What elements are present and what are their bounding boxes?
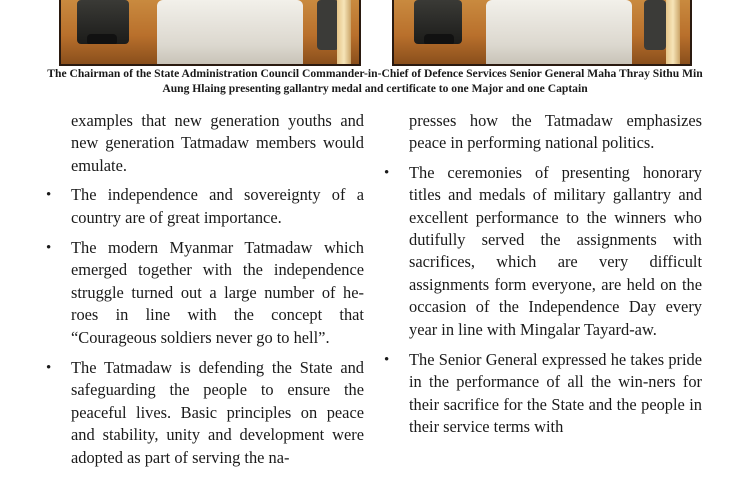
bullet-item (384, 349, 702, 439)
bullet-icon: • (46, 360, 52, 377)
photo-left (59, 0, 361, 66)
bullet-icon: • (46, 187, 52, 204)
bullet-text: The Tatmadaw is defending the State and safeguarding the people to ensure the peaceful lives. Basic principles on peace and stability, unity and development were adopted as part of serving the na- (71, 358, 364, 467)
shoe (424, 34, 454, 44)
bullet-text: The Senior General expressed he takes pride in the performance of all the win-ners for their sacrifice for the State and the people in their service terms with (409, 350, 702, 437)
bullet-icon: • (384, 352, 390, 369)
bullet-icon: • (384, 164, 390, 181)
figure-dark-left-2 (317, 0, 339, 50)
left-column (46, 110, 364, 477)
bullet-text: The modern Myanmar Tatmadaw which emerged together with the independence struggle turned out a large number of he-roes in line with the concept that “Courageous soldiers never go to hell”. (71, 238, 364, 347)
bullet-item (46, 184, 364, 229)
pillar (337, 0, 351, 64)
right-column (384, 110, 702, 447)
shoe (87, 34, 117, 44)
right-continuation: presses how the Tatmadaw emphasizes peace in performing national politics. (409, 111, 702, 153)
photo-right (392, 0, 692, 66)
bullet-text: The independence and sovereignty of a country are of great importance. (71, 185, 364, 227)
bullet-text: The ceremonies of presenting honorary titles and medals of military gallantry and excellent performance to the winners who dutifully served the assignments with sacrifices, which are very difficult assignments form everyone, are held on the occasion of the Independence Day every year in line with Mingalar Tayard-aw. (409, 162, 702, 339)
figure-dark-right-2 (644, 0, 666, 50)
figure-white-left (157, 0, 303, 64)
bullet-item (46, 357, 364, 469)
pillar (666, 0, 680, 64)
left-continuation: examples that new generation youths and new generation Tatmadaw members would emulate. (71, 111, 364, 175)
photo-caption: The Chairman of the State Administration Council Commander-in-Chief of Defence Services Senior General Maha Thray Sithu Min Aung Hlaing presenting gallantry medal and certificate to one Major and one Captain (47, 67, 703, 95)
bullet-item (46, 237, 364, 349)
bullet-icon: • (46, 240, 52, 257)
bullet-item (384, 162, 702, 341)
figure-white-right (486, 0, 632, 64)
